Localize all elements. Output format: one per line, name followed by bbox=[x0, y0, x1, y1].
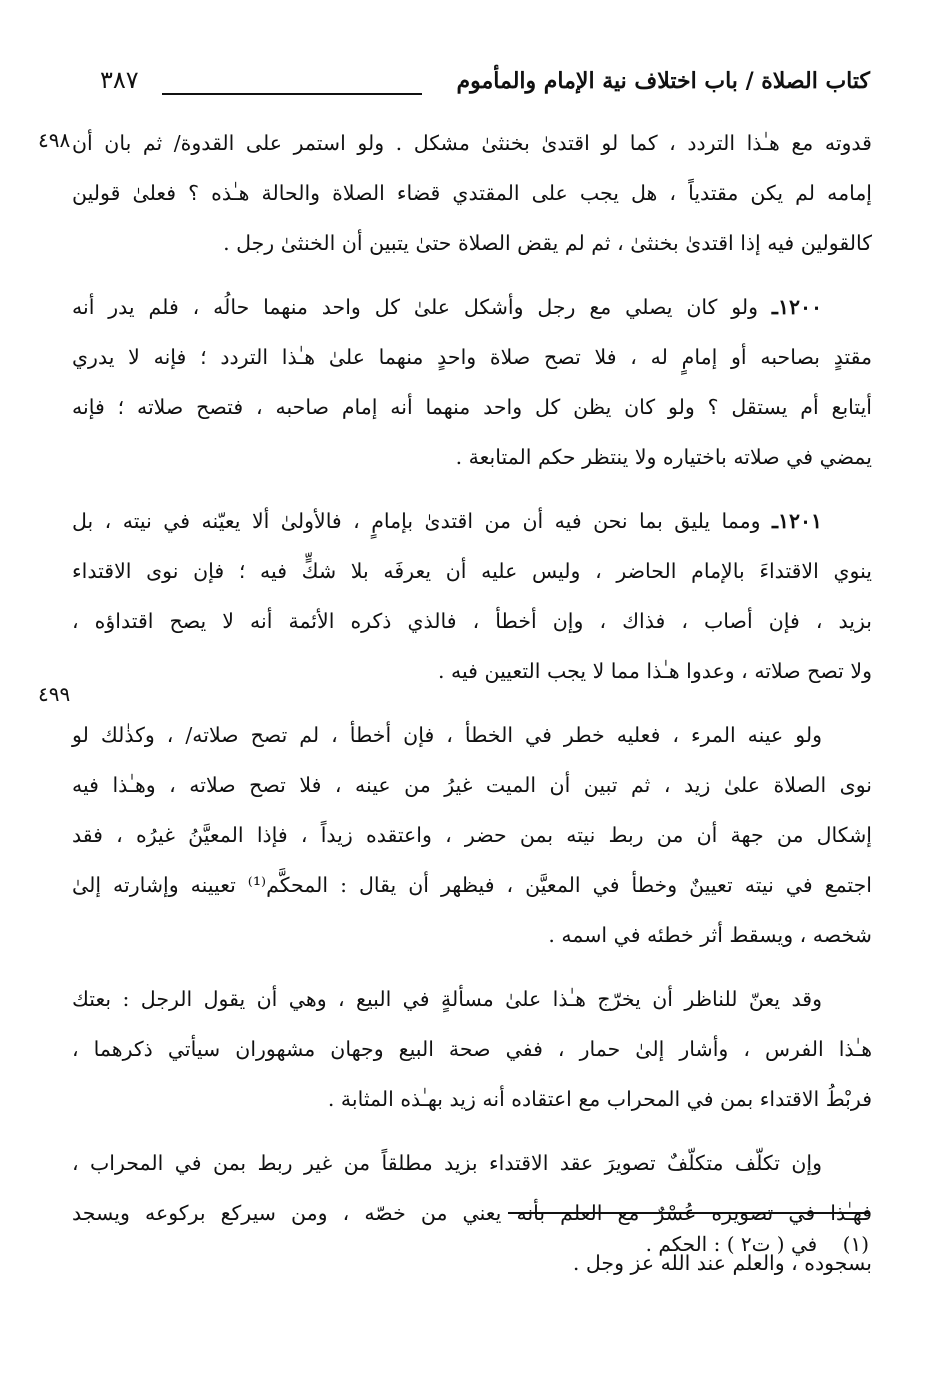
header-rule bbox=[162, 93, 422, 95]
footnote-text: في ( ت٢ ) : الحكم . bbox=[645, 1232, 818, 1256]
text-line bbox=[72, 282, 872, 332]
text-line: وإن تكلّف متكلّفٌ تصويرَ عقد الاقتداء بزيد مطلقاً من غير ربط بمن في المحراب ، bbox=[72, 1151, 822, 1175]
text-line: أيتابع أم يستقل ؟ ولو كان يظن كل واحد منهما أنه إمام صاحبه ، فتصح صلاته ؛ فإنه bbox=[72, 395, 872, 419]
text-line: إمامه لم يكن مقتدياً ، هل يجب على المقتدي قضاء الصلاة والحالة هـٰذه ؟ فعلىٰ قولين bbox=[72, 181, 872, 205]
paragraph-number: ١٢٠٠ـ bbox=[771, 295, 822, 319]
paragraph bbox=[72, 282, 872, 482]
text-line: بزيد ، فإن أصاب ، فذاك ، وإن أخطأ ، فالذي ذكره الأئمة أنه لا يصح اقتداؤه ، bbox=[72, 609, 872, 633]
text-line: كالقولين فيه إذا اقتدىٰ بخنثىٰ ، ثم لم يقض الصلاة حتىٰ يتبين أن الخنثىٰ رجل . bbox=[223, 231, 872, 255]
page-header bbox=[100, 62, 870, 106]
text-line: هـٰذا الفرس ، وأشار إلىٰ حمار ، ففي صحة البيع وجهان مشهوران سيأتي ذكرهما ، bbox=[72, 1037, 872, 1061]
margin-folio-note: ٤٩٨ bbox=[38, 128, 71, 152]
main-text bbox=[72, 118, 872, 1302]
text-line-content: ومما يليق بما نحن فيه أن من اقتدىٰ بإمامٍ ، فالأولىٰ ألا يعيّنه في نيته ، بل bbox=[72, 509, 761, 533]
page-number: ٣٨٧ bbox=[100, 66, 139, 94]
text-line: مقتدٍ بصاحبه أو إمامٍ له ، فلا تصح صلاة واحدٍ منهما علىٰ هـٰذا التردد ؛ فإنه لا يدري bbox=[72, 345, 872, 369]
text-line-content: ولو كان يصلي مع رجل وأشكل علىٰ كل واحد منهما حالُه ، فلم يدر أنه bbox=[72, 295, 759, 319]
text-line: ينوي الاقتداءَ بالإمام الحاضر ، وليس عليه أن يعرفَه بلا شكٍّ فيه ؛ فإن نوى الاقتداء bbox=[72, 559, 872, 583]
text-line: نوى الصلاة علىٰ زيد ، ثم تبين أن الميت غيرُ من عينه ، فلا تصح صلاته ، وهـٰذا فيه bbox=[72, 773, 872, 797]
text-line: إشكال من جهة أن من ربط نيته بمن حضر ، واعتقده زيداً ، فإذا المعيَّنُ غيرُه ، فقد bbox=[72, 823, 872, 847]
text-line: وقد يعنّ للناظر أن يخرّج هـٰذا علىٰ مسألةٍ في البيع ، وهي أن يقول الرجل : بعتك bbox=[72, 987, 822, 1011]
text-line: ولو عينه المرء ، فعليه خطر في الخطأ ، فإن أخطأ ، لم تصح صلاته/ ، وكذٰلك لو bbox=[72, 723, 822, 747]
text-line: ولا تصح صلاته ، وعدوا هـٰذا مما لا يجب التعيين فيه . bbox=[437, 659, 872, 683]
text-line: بسجوده ، والعلم عند الله عز وجل . bbox=[572, 1251, 872, 1275]
text-line bbox=[72, 496, 872, 546]
running-title: كتاب الصلاة / باب اختلاف نية الإمام والمأموم bbox=[456, 68, 870, 94]
paragraph bbox=[72, 974, 872, 1124]
paragraph-number: ١٢٠١ـ bbox=[771, 509, 822, 533]
text-line: فربْطُ الاقتداء بمن في المحراب مع اعتقاده أنه زيد بهـٰذه المثابة . bbox=[327, 1087, 872, 1111]
text-line: اجتمع في نيته تعيينٌ وخطأ في المعيَّن ، فيظهر أن يقال : المحكَّم⁽¹⁾ تعيينه وإشارته إلىٰ bbox=[72, 873, 872, 897]
footnote-marker: (١) bbox=[842, 1232, 869, 1256]
margin-folio-note: ٤٩٩ bbox=[38, 682, 71, 706]
text-line: يمضي في صلاته باختياره ولا ينتظر حكم المتابعة . bbox=[455, 445, 872, 469]
text-line: شخصه ، ويسقط أثر خطئه في اسمه . bbox=[548, 923, 872, 947]
paragraph bbox=[72, 710, 872, 960]
text-line: فهـٰذا في تصويره عُسْرٌ مع العلم بأنه يعني من خصّه ، ومن سيركع بركوعه ويسجد bbox=[72, 1201, 872, 1225]
footnote-rule bbox=[508, 1212, 870, 1214]
paragraph bbox=[72, 496, 872, 696]
footnote bbox=[646, 1232, 869, 1256]
paragraph bbox=[72, 118, 872, 268]
text-line: قدوته مع هـٰذا التردد ، كما لو اقتدىٰ بخنثىٰ مشكل . ولو استمر على القدوة/ ثم بان أن bbox=[72, 131, 872, 155]
